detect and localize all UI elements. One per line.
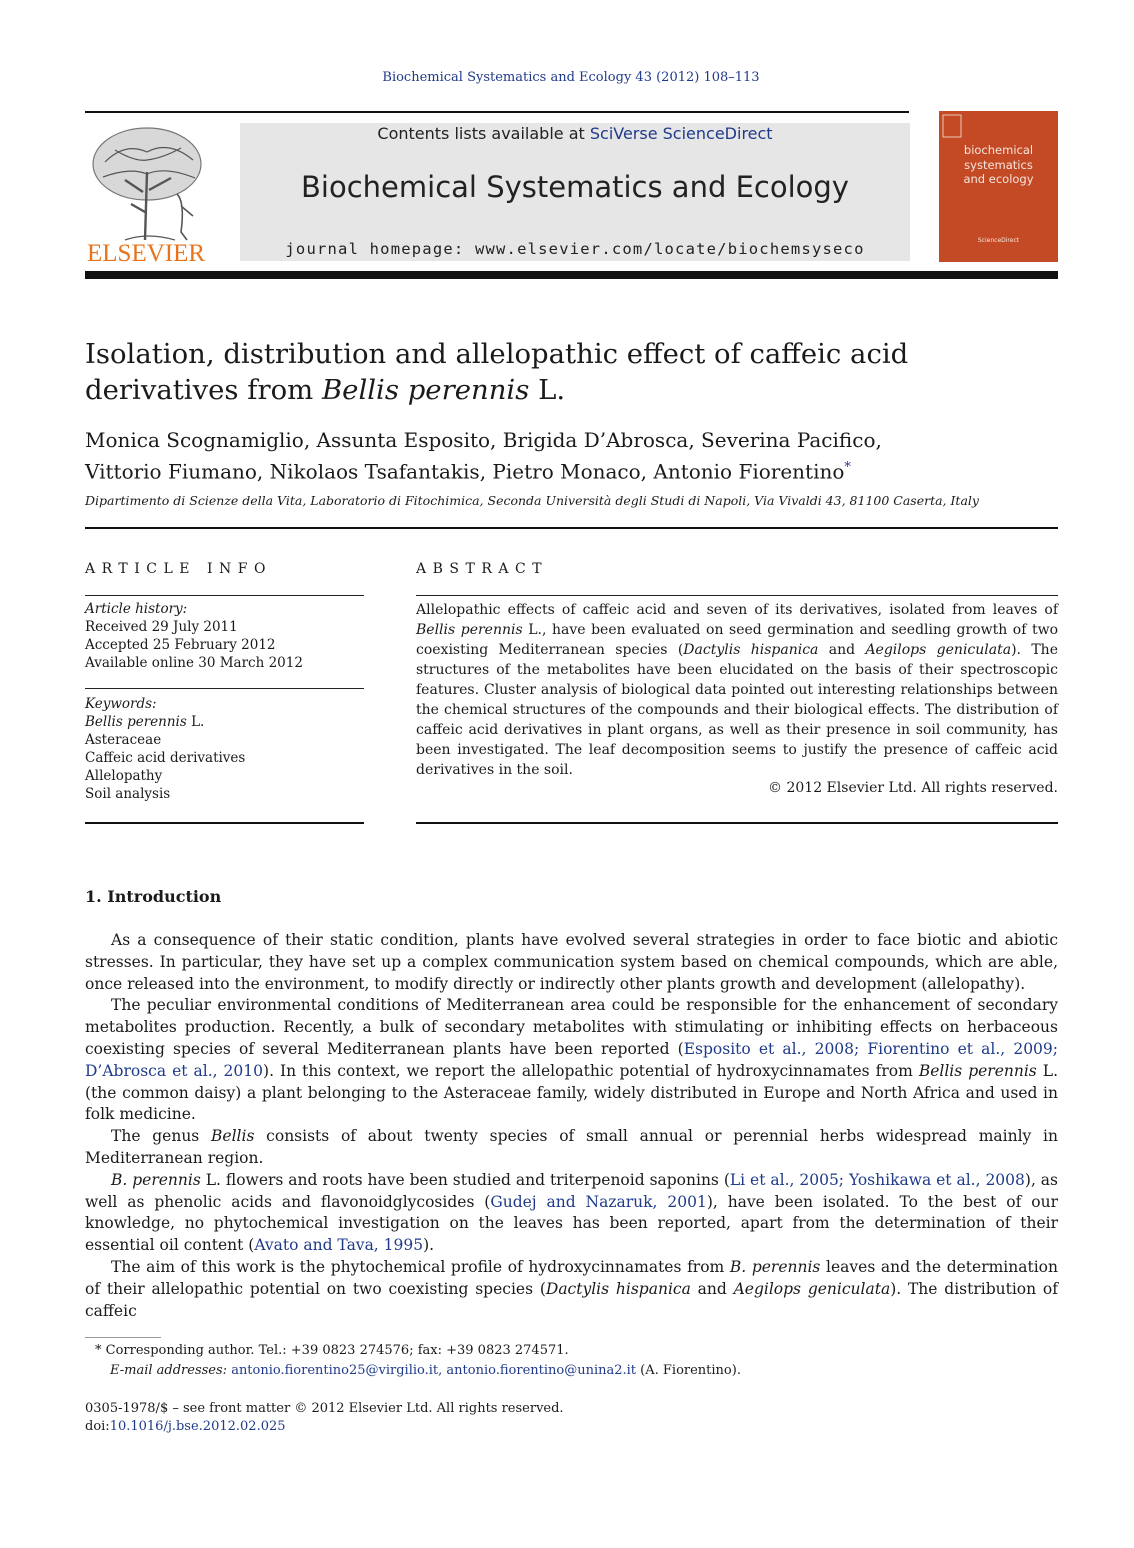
paragraph-text: ), have been isolated. To the best of our knowledge, no phytochemical investigation on the leaves has been reported, apart from the determination of their essential oil content (: [85, 1192, 1058, 1255]
title-text: L.: [529, 374, 566, 406]
paragraph-text: ). The distribution of caffeic: [85, 1279, 1058, 1320]
paragraph-text: leaves and the determination of their allelopathic potential on two coexisting species (: [85, 1257, 1058, 1298]
footnote-mark: *: [95, 1343, 102, 1358]
title-species: Bellis perennis: [321, 374, 530, 406]
footnote-text: Corresponding author. Tel.: +39 0823 274576; fax: +39 0823 274571.: [101, 1343, 569, 1358]
paragraph-text: L. flowers and roots have been studied and triterpenoid saponins (: [200, 1170, 730, 1189]
paragraph-text: As a consequence of their static condition, plants have evolved several strategies in order to face biotic and abiotic stresses. In particular, they have set up a complex communication system based on chemical compounds, which are able, once released into the environment, to modify directly or indirectly other plants growth and development (allelopathy).: [85, 931, 1058, 993]
keyword: Soil analysis: [85, 786, 171, 802]
authors-line: Monica Scognamiglio, Assunta Esposito, Brigida D’Abrosca, Severina Pacifico,: [85, 428, 882, 452]
citation-link[interactable]: Avato and Tava, 1995: [254, 1236, 424, 1255]
cover-line: systematics: [964, 157, 1033, 172]
cover-title: [939, 143, 1058, 187]
doi-link[interactable]: 10.1016/j.bse.2012.02.025: [109, 1418, 286, 1434]
paragraph-text: and: [690, 1279, 734, 1298]
abstract-span: and: [818, 642, 866, 658]
corresponding-author-mark[interactable]: *: [844, 460, 851, 475]
paragraph-text: consists of about twenty species of small annual or perennial herbs widespread mainly in Mediterranean region.: [85, 1127, 1058, 1167]
species-name: Dactylis hispanica: [545, 1279, 691, 1298]
section-heading: 1. Introduction: [85, 887, 222, 906]
divider: [85, 688, 364, 689]
paragraph-text: The peculiar environmental conditions of Mediterranean area could be responsible for the enhancement of secondary metabolites production. Recently, a bulk of secondary metabolites with stimulating or inhibiting effects on herbaceous coexisting species of several Mediterranean plants have been reported (: [85, 996, 1058, 1058]
citation-link[interactable]: Esposito et al., 2008; Fiorentino et al., 2009; D’Abrosca et al., 2010: [85, 1039, 1059, 1080]
email-link[interactable]: antonio.fiorentino@unina2.it: [446, 1362, 637, 1378]
journal-name: Biochemical Systematics and Ecology: [301, 170, 849, 204]
species-name: Aegilops geniculata: [733, 1279, 891, 1298]
online-date: Available online 30 March 2012: [85, 655, 303, 671]
introduction-body: [85, 930, 1058, 1322]
contents-line: [240, 124, 910, 143]
divider: [416, 822, 1058, 824]
keyword: [85, 713, 364, 731]
keywords-label: Keywords:: [85, 696, 157, 712]
citation-link[interactable]: Gudej and Nazaruk, 2001: [490, 1192, 707, 1211]
species-name: B. perennis: [111, 1170, 201, 1189]
elsevier-wordmark: ELSEVIER: [87, 240, 206, 264]
footnote-line: [85, 1361, 1058, 1381]
abstract-span: ). The structures of the metabolites have been elucidated on the basis of their spectroscopic features. Cluster analysis of biological data pointed out interesting relationships between the chemical structures of the compounds and their biological effects. The distribution of caffeic acid derivatives in plant organs, as well as their presence in soil community, has been investigated. The leaf decomposition seems to justify the presence of caffeic acid derivatives in the soil.: [416, 642, 1058, 778]
accepted-date: Accepted 25 February 2012: [85, 637, 276, 653]
front-matter: [85, 1400, 1058, 1435]
paragraph-text: ).: [423, 1236, 435, 1255]
keyword-text: L.: [186, 714, 205, 730]
email-link[interactable]: antonio.fiorentino25@virgilio.it: [231, 1362, 439, 1378]
abstract-heading: ABSTRACT: [416, 561, 549, 577]
divider: [416, 595, 1058, 596]
paragraph: [85, 1170, 1058, 1257]
species-name: Bellis: [211, 1127, 255, 1146]
abstract-span: L., have been evaluated on seed germination and seedling growth of two coexisting Mediterranean species (: [416, 622, 1059, 658]
doi-label: doi:: [85, 1418, 110, 1434]
article-title: [85, 336, 1065, 408]
paragraph: [85, 995, 1058, 1126]
divider: [85, 595, 364, 596]
header-rule-bottom: [85, 271, 1058, 279]
elsevier-tree-icon: [85, 122, 215, 264]
cover-line: and ecology: [963, 172, 1034, 186]
received-date: Received 29 July 2011: [85, 619, 238, 635]
authors-text: Vittorio Fiumano, Nikolaos Tsafantakis, Pietro Monaco, Antonio Fiorentino: [85, 459, 845, 484]
footnote: [85, 1341, 1058, 1380]
divider: [85, 822, 364, 824]
journal-homepage[interactable]: journal homepage: www.elsevier.com/locate/biochemsyseco: [285, 240, 865, 258]
keyword: Allelopathy: [85, 768, 163, 784]
keyword-species: Bellis perennis: [85, 714, 187, 730]
author-list: [85, 426, 1065, 486]
email-tail: (A. Fiorentino).: [636, 1362, 741, 1378]
sciencedirect-link[interactable]: SciVerse ScienceDirect: [589, 124, 773, 143]
abstract-copyright: © 2012 Elsevier Ltd. All rights reserved.: [768, 780, 1058, 796]
history-label: Article history:: [85, 601, 188, 617]
article-history: [85, 600, 364, 672]
footnote-line: [85, 1341, 1058, 1361]
paragraph-text: The genus: [111, 1127, 212, 1146]
header-rule-top: [85, 111, 909, 113]
divider: [85, 527, 1058, 529]
keyword: Caffeic acid derivatives: [85, 750, 246, 766]
abstract-text: [416, 600, 1058, 780]
species-name: Bellis perennis: [918, 1061, 1037, 1080]
abstract-span: Allelopathic effects of caffeic acid and seven of its derivatives, isolated from leaves of: [416, 602, 1058, 618]
paragraph-text: The aim of this work is the phytochemical profile of hydroxycinnamates from: [111, 1257, 730, 1276]
issn-line: 0305-1978/$ – see front matter © 2012 Elsevier Ltd. All rights reserved.: [85, 1401, 564, 1416]
affiliation: Dipartimento di Scienze della Vita, Laboratorio di Fitochimica, Seconda Università degli Studi di Napoli, Via Vivaldi 43, 81100 Caserta, Italy: [85, 493, 979, 508]
species-name: B. perennis: [729, 1257, 821, 1276]
email-separator: ,: [438, 1362, 447, 1378]
paragraph: [85, 1126, 1058, 1170]
journal-citation[interactable]: Biochemical Systematics and Ecology 43 (2012) 108–113: [382, 70, 760, 85]
paragraph-text: L. (the common daisy) a plant belonging to the Asteraceae family, widely distributed in Europe and North Africa and used in folk medicine.: [85, 1061, 1058, 1124]
paragraph: [85, 930, 1058, 995]
abstract-italic: Aegilops geniculata: [865, 642, 1012, 658]
email-label: E-mail addresses:: [110, 1362, 228, 1378]
paragraph-text: ). In this context, we report the allelopathic potential of hydroxycinnamates from: [263, 1061, 919, 1080]
elsevier-logo: [85, 122, 215, 264]
abstract-italic: Dactylis hispanica: [683, 642, 819, 658]
cover-line: biochemical: [963, 143, 1034, 157]
cover-badge: ScienceDirect: [977, 237, 1020, 244]
citation-link[interactable]: Li et al., 2005; Yoshikawa et al., 2008: [729, 1170, 1025, 1189]
paragraph-text: ), as well as phenolic acids and flavonoidglycosides (: [85, 1170, 1058, 1211]
title-text: Isolation, distribution and allelopathic effect of caffeic acid derivatives from: [85, 338, 909, 406]
keyword: Asteraceae: [85, 732, 162, 748]
contents-prefix: Contents lists available at: [377, 124, 590, 143]
article-info-heading: ARTICLE INFO: [85, 561, 272, 577]
authors-line: [85, 454, 1065, 486]
footnote-rule: [85, 1337, 161, 1338]
keywords: [85, 695, 364, 803]
cover-logo-icon: [943, 115, 961, 137]
paragraph: [85, 1257, 1058, 1322]
journal-cover[interactable]: [939, 111, 1058, 262]
cover-graphic: [939, 111, 1058, 262]
doi-line: [85, 1418, 1058, 1436]
abstract-italic: Bellis perennis: [416, 622, 523, 638]
